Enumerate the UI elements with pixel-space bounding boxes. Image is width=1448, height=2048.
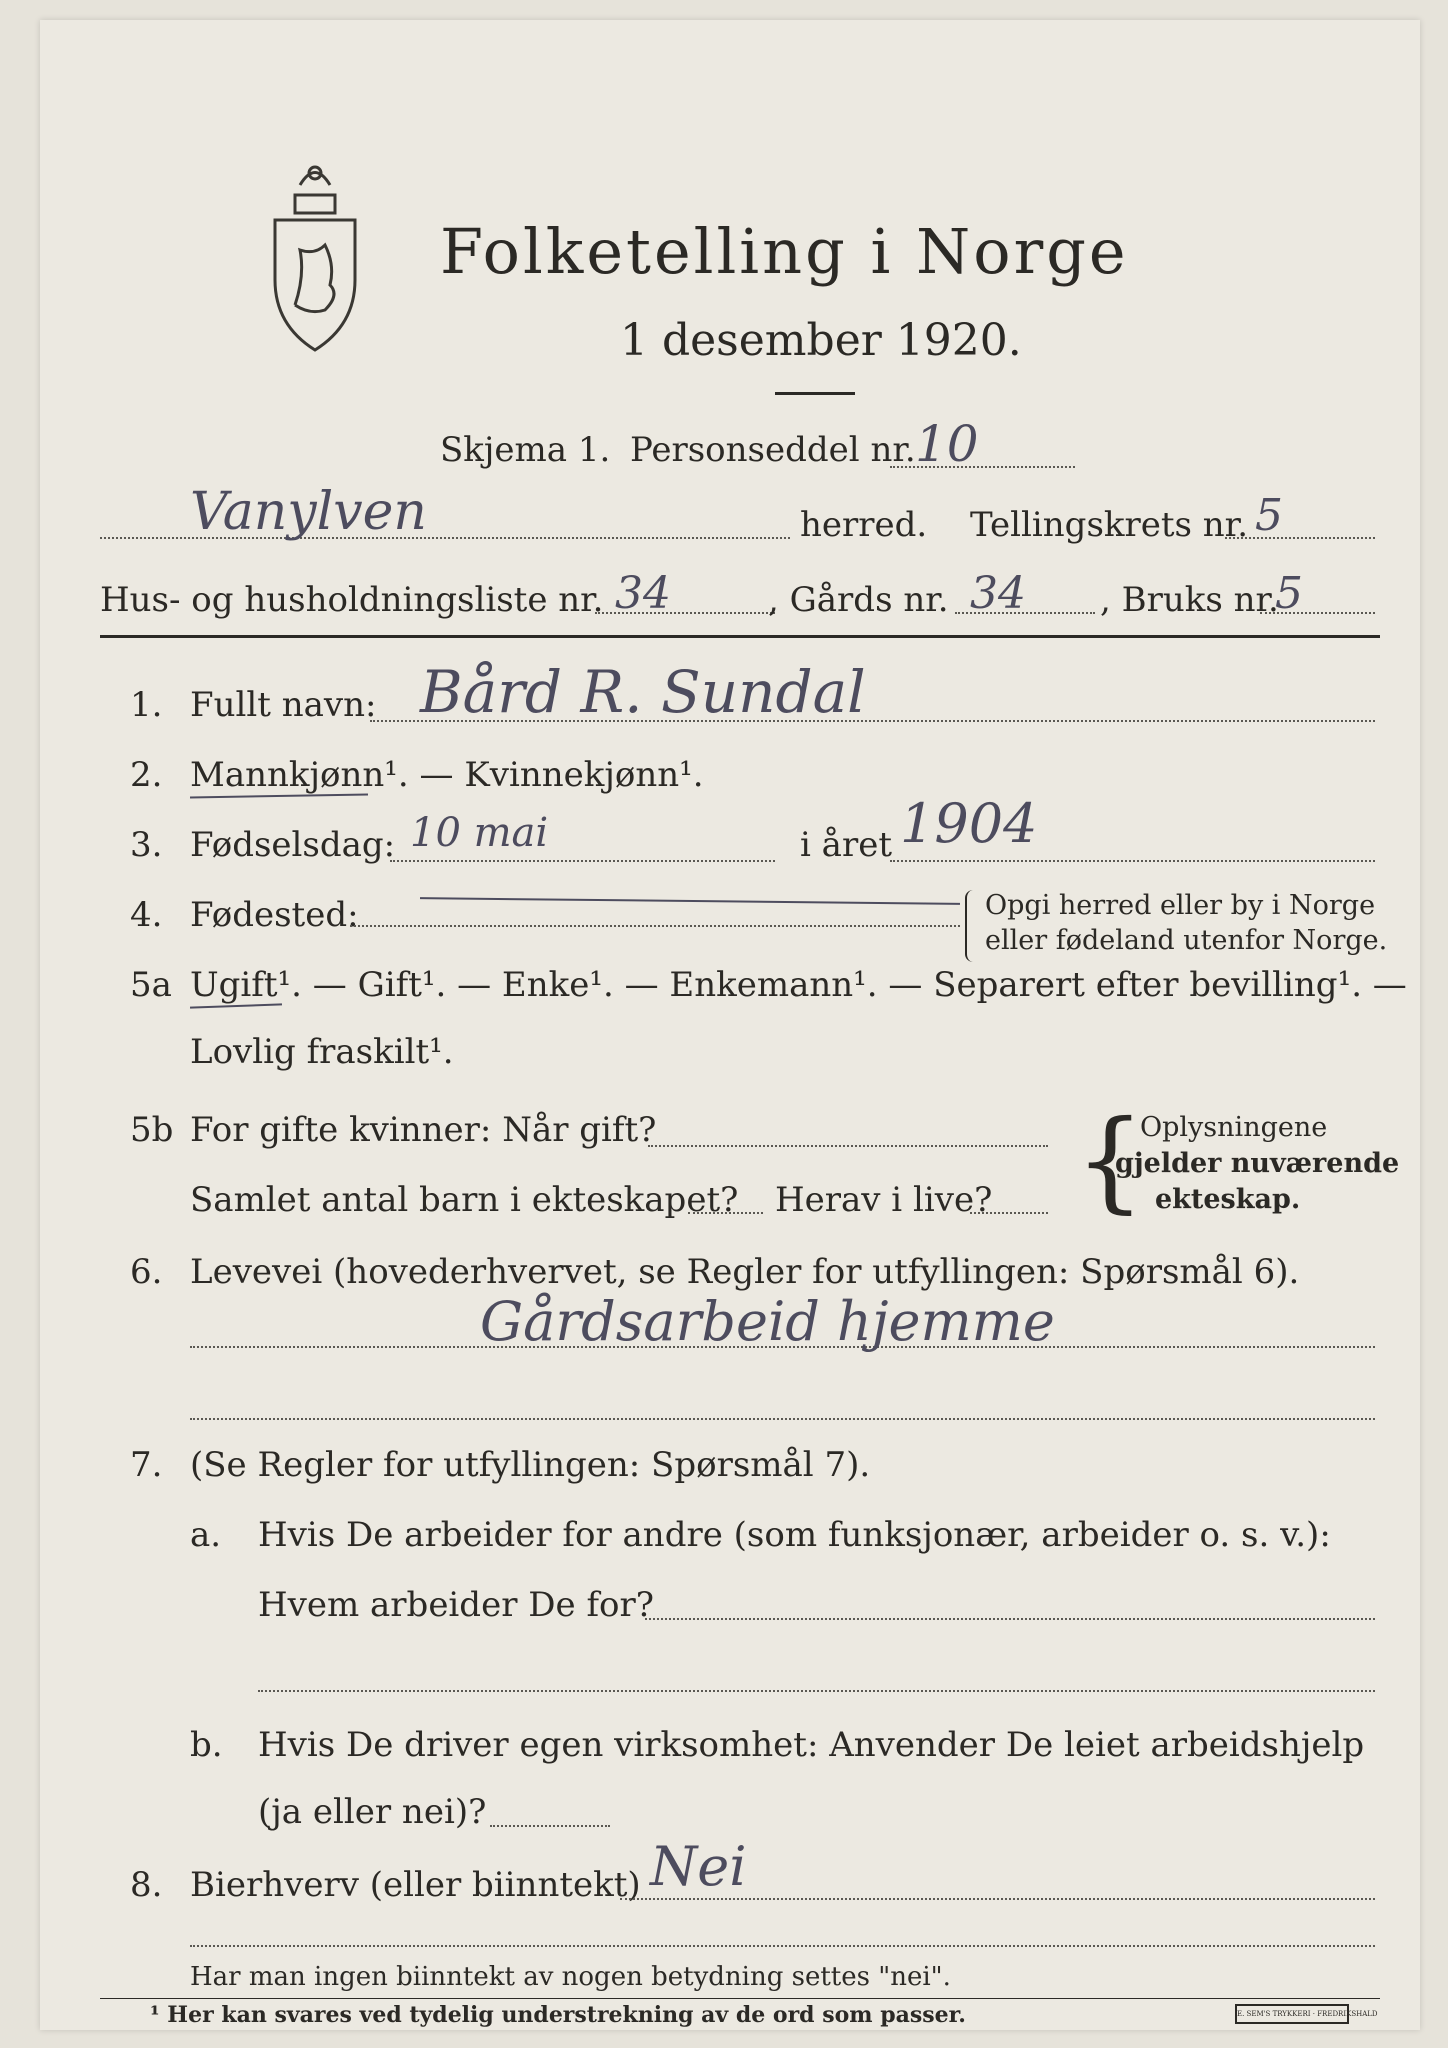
herred-value: Vanylven <box>190 482 427 542</box>
form-title: Folketelling i Norge <box>440 215 1129 288</box>
printer-stamp: E. SEM'S TRYKKERI · FREDRIKSHALD <box>1235 2004 1349 2024</box>
year-line <box>890 860 1375 862</box>
census-form <box>40 20 1420 2030</box>
birthplace-dash <box>420 897 960 905</box>
title-divider <box>775 392 855 395</box>
living-line <box>970 1212 1048 1214</box>
married-when-label: For gifte kvinner: Når gift? <box>190 1110 657 1150</box>
full-name-value: Bård R. Sundal <box>420 658 866 726</box>
hired-help-line <box>490 1825 610 1827</box>
marriage-note-2: gjelder nuværende <box>1115 1148 1400 1179</box>
occupation-value: Gårdsarbeid hjemme <box>480 1290 1055 1353</box>
side-income-line <box>620 1898 1375 1900</box>
q7-label: (Se Regler for utfyllingen: Spørsmål 7). <box>190 1445 871 1485</box>
footnote: ¹ Her kan svares ved tydelig understrekning av de ord som passer. <box>150 2002 966 2028</box>
marriage-brace: { <box>1075 1096 1145 1224</box>
marriage-note-3: ekteskap. <box>1155 1184 1301 1215</box>
hus-value: 34 <box>615 568 671 619</box>
q7b-line2: (ja eller nei)? <box>258 1792 487 1832</box>
birthplace-line <box>350 925 960 927</box>
q1-label: Fullt navn: <box>190 685 377 725</box>
year-value: 1904 <box>900 792 1038 855</box>
q7a-line1: Hvis De arbeider for andre (som funksjonær, arbeider o. s. v.): <box>258 1515 1331 1555</box>
tellingskrets-line <box>1225 537 1375 539</box>
q7b-line1: Hvis De driver egen virksomhet: Anvender De leiet arbeidshjelp <box>258 1725 1365 1765</box>
gender-options: Mannkjønn¹. — Kvinnekjønn¹. <box>190 755 704 795</box>
side-income-value: Nei <box>650 1835 747 1898</box>
q7-number: 7. <box>130 1445 163 1485</box>
footnote-rule <box>100 1998 1380 1999</box>
census-date: 1 desember 1920. <box>620 315 1022 366</box>
q2-number: 2. <box>130 755 163 795</box>
q7a-line2: Hvem arbeider De for? <box>258 1585 654 1625</box>
birthday-value: 10 mai <box>410 810 549 856</box>
married-when-line <box>648 1145 1048 1147</box>
personseddel-value: 10 <box>915 415 979 473</box>
marriage-note-1: Oplysningene <box>1140 1112 1328 1143</box>
employer-line-2 <box>258 1690 1375 1692</box>
q4-number: 4. <box>130 895 163 935</box>
marital-status-options: Ugift¹. — Gift¹. — Enke¹. — Enkemann¹. — Separert efter bevilling¹. — <box>190 965 1407 1005</box>
children-line <box>688 1212 763 1214</box>
side-income-label: Bierhverv (eller biinntekt) <box>190 1865 641 1905</box>
employer-line <box>645 1618 1375 1620</box>
birthday-line <box>390 860 775 862</box>
q5b-number: 5b <box>130 1110 174 1150</box>
coat-of-arms-icon <box>260 155 370 355</box>
marital-status-options-2: Lovlig fraskilt¹. <box>190 1032 454 1072</box>
tellingskrets-label: Tellingskrets nr. <box>970 505 1249 545</box>
q7a-letter: a. <box>190 1515 222 1555</box>
q8-number: 8. <box>130 1865 163 1905</box>
q7b-letter: b. <box>190 1725 223 1765</box>
herred-label: herred. <box>800 505 928 545</box>
living-label: Herav i live? <box>775 1180 993 1220</box>
gards-label: , Gårds nr. <box>768 580 949 620</box>
bruks-value: 5 <box>1275 568 1303 619</box>
q3-number: 3. <box>130 825 163 865</box>
occupation-line-2 <box>190 1418 1375 1420</box>
bruks-label: , Bruks nr. <box>1100 580 1279 620</box>
header-rule <box>100 635 1380 638</box>
q3-label: Fødselsdag: <box>190 825 396 865</box>
skjema-label: Skjema 1. <box>440 430 611 470</box>
q6-number: 6. <box>130 1252 163 1292</box>
birthplace-brace <box>965 890 979 962</box>
q4-label: Fødested: <box>190 895 359 935</box>
birthplace-note-2: eller fødeland utenfor Norge. <box>985 925 1388 956</box>
occupation-label: Levevei (hovederhvervet, se Regler for utfyllingen: Spørsmål 6). <box>190 1252 1300 1292</box>
year-label: i året <box>800 825 892 865</box>
gards-value: 34 <box>970 568 1026 619</box>
tellingskrets-value: 5 <box>1255 490 1283 541</box>
no-income-note: Har man ingen biinntekt av nogen betydning settes "nei". <box>190 1962 951 1992</box>
hus-label: Hus- og husholdningsliste nr. <box>100 580 604 620</box>
birthplace-note-1: Opgi herred eller by i Norge <box>985 890 1376 921</box>
children-label: Samlet antal barn i ekteskapet? <box>190 1180 739 1220</box>
q5a-number: 5a <box>130 965 172 1005</box>
q1-number: 1. <box>130 685 163 725</box>
personseddel-label: Personseddel nr. <box>630 430 916 470</box>
side-income-line-2 <box>190 1945 1375 1947</box>
